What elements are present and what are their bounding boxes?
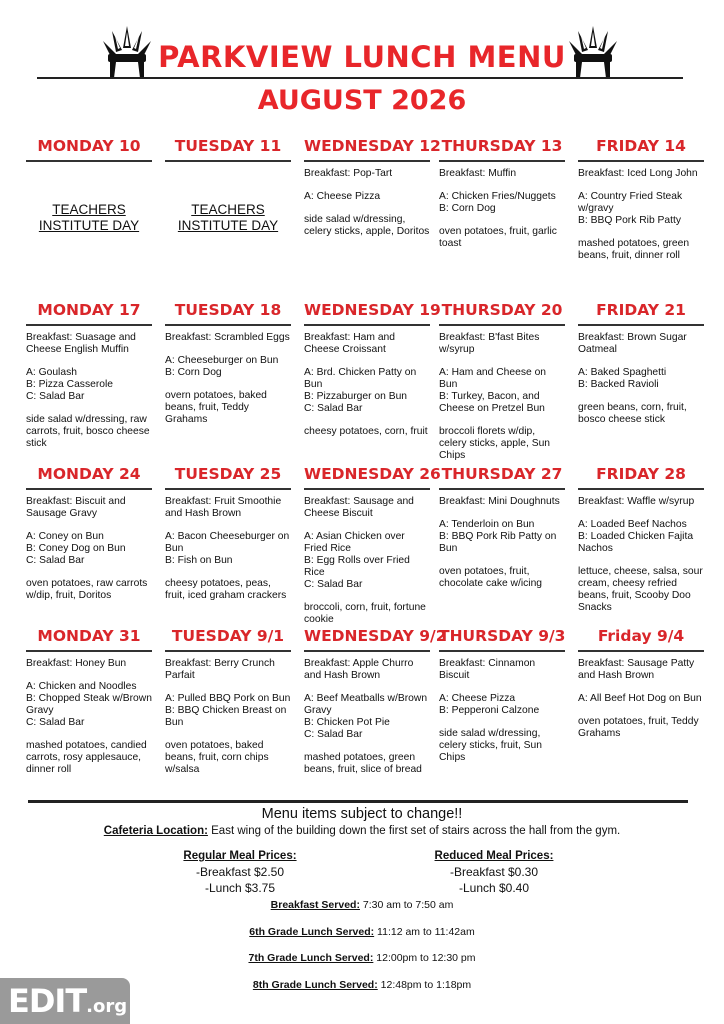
day-cell <box>439 465 565 615</box>
sides: mashed potatoes, green beans, fruit, dinner roll <box>578 238 690 261</box>
breakfast-item: Breakfast: Sausage Patty and Hash Brown <box>578 658 695 681</box>
day-cell <box>165 137 291 287</box>
regular-lunch-price: -Lunch $3.75 <box>204 881 276 895</box>
entree-options: A: Ham and Cheese on Bun B: Turkey, Bacon, and Cheese on Pretzel Bun <box>439 367 547 414</box>
sides: oven potatoes, baked beans, fruit, corn chips w/salsa <box>165 740 269 775</box>
day-heading: MONDAY 24 <box>26 465 152 490</box>
day-menu <box>26 496 152 602</box>
sides: oven potatoes, fruit, chocolate cake w/icing <box>439 566 543 589</box>
day-menu <box>165 332 291 426</box>
day-cell <box>304 465 441 625</box>
day-heading: TUESDAY 9/1 <box>165 627 291 652</box>
day-menu <box>578 658 704 740</box>
day-menu <box>26 332 152 450</box>
serve-label: Breakfast Served: <box>270 899 360 911</box>
day-cell <box>26 627 152 777</box>
footer-divider <box>28 800 688 803</box>
entree-options: A: Asian Chicken over Fried Rice B: Egg Rolls over Fried Rice C: Salad Bar <box>304 531 410 590</box>
day-heading: WEDNESDAY 26 <box>304 465 430 490</box>
day-menu <box>578 332 704 426</box>
sides: overn potatoes, baked beans, fruit, Teddy Grahams <box>165 390 267 425</box>
breakfast-item: Breakfast: Iced Long John <box>578 168 698 179</box>
day-cell <box>578 301 704 451</box>
menu-month: AUGUST 2026 <box>257 85 467 116</box>
day-heading: TUESDAY 25 <box>165 465 291 490</box>
day-cell <box>304 301 441 451</box>
day-heading: THURSDAY 27 <box>439 465 565 490</box>
day-heading: FRIDAY 28 <box>578 465 704 490</box>
day-heading: TUESDAY 11 <box>165 137 291 162</box>
sides: mashed potatoes, green beans, fruit, slice of bread <box>304 752 422 775</box>
entree-options: A: Beef Meatballs w/Brown Gravy B: Chicken Pot Pie C: Salad Bar <box>304 693 428 740</box>
entree-options: A: All Beef Hot Dog on Bun <box>578 693 702 704</box>
location-text: East wing of the building down the first set of stairs across the hall from the gym. <box>207 825 621 837</box>
serve-time <box>0 952 724 964</box>
day-menu <box>165 496 291 602</box>
regular-breakfast-price: -Breakfast $2.50 <box>195 865 285 879</box>
day-heading: WEDNESDAY 9/2 <box>304 627 430 652</box>
entree-options: A: Baked Spaghetti B: Backed Ravioli <box>578 367 667 390</box>
entree-options: A: Country Fried Steak w/gravy B: BBQ Pork Rib Patty <box>578 191 683 226</box>
serve-value: 7:30 am to 7:50 am <box>359 899 454 911</box>
day-cell <box>578 627 704 777</box>
sides: broccoli florets w/dip, celery sticks, apple, Sun Chips <box>439 426 551 461</box>
day-heading: THURSDAY 13 <box>439 137 565 162</box>
day-cell <box>26 465 152 615</box>
menu-title: PARKVIEW LUNCH MENU <box>158 40 566 74</box>
day-heading: FRIDAY 14 <box>578 137 704 162</box>
logo-main: EDIT <box>8 982 87 1020</box>
breakfast-item: Breakfast: Cinnamon Biscuit <box>439 658 536 681</box>
day-cell <box>304 627 447 777</box>
day-menu <box>439 332 565 462</box>
entree-options: A: Loaded Beef Nachos B: Loaded Chicken Fajita Nachos <box>578 519 694 554</box>
breakfast-item: Breakfast: Berry Crunch Parfait <box>165 658 275 681</box>
sides: cheesy potatoes, corn, fruit <box>304 426 428 437</box>
breakfast-item: Breakfast: Muffin <box>439 168 517 179</box>
day-heading: WEDNESDAY 19 <box>304 301 430 326</box>
serve-time <box>0 899 724 911</box>
sides: side salad w/dressing, celery sticks, apple, Doritos <box>304 214 430 237</box>
entree-options: A: Chicken and Noodles B: Chopped Steak w/Brown Gravy C: Salad Bar <box>26 681 152 728</box>
sides: lettuce, cheese, salsa, sour cream, cheesy refried beans, fruit, Scooby Doo Snacks <box>578 566 703 613</box>
change-notice: Menu items subject to change!! <box>261 806 463 822</box>
day-heading: FRIDAY 21 <box>578 301 704 326</box>
day-heading: MONDAY 10 <box>26 137 152 162</box>
sides: mashed potatoes, candied carrots, rosy applesauce, dinner roll <box>26 740 147 775</box>
sides: cheesy potatoes, peas, fruit, iced graham crackers <box>165 578 287 601</box>
sides: oven potatoes, fruit, garlic toast <box>439 226 557 249</box>
day-menu <box>439 496 565 590</box>
serve-value: 11:12 am to 11:42am <box>374 926 475 938</box>
regular-prices-heading: Regular Meal Prices: <box>183 850 297 862</box>
reduced-prices <box>409 848 579 896</box>
reduced-breakfast-price: -Breakfast $0.30 <box>449 865 539 879</box>
day-cell <box>165 301 291 451</box>
serve-value: 12:48pm to 1:18pm <box>377 979 472 991</box>
day-cell <box>26 301 152 451</box>
breakfast-item: Breakfast: Biscuit and Sausage Gravy <box>26 496 126 519</box>
day-cell <box>165 627 291 777</box>
entree-options: A: Cheeseburger on Bun B: Corn Dog <box>165 355 279 378</box>
day-menu <box>439 168 565 250</box>
logo-text <box>8 982 127 1020</box>
breakfast-item: Breakfast: Honey Bun <box>26 658 127 669</box>
day-cell <box>578 137 704 287</box>
sides: side salad w/dressing, raw carrots, fruit, bosco cheese stick <box>26 414 150 449</box>
day-menu <box>578 496 704 614</box>
day-heading: TUESDAY 18 <box>165 301 291 326</box>
entree-options: A: Cheese Pizza <box>304 191 381 202</box>
breakfast-item: Breakfast: Brown Sugar Oatmeal <box>578 332 687 355</box>
special-day-note: TEACHERS INSTITUTE DAY <box>38 202 140 233</box>
serve-label: 6th Grade Lunch Served: <box>249 926 375 938</box>
serve-time <box>0 926 724 938</box>
day-heading: Friday 9/4 <box>578 627 704 652</box>
day-heading: THURSDAY 20 <box>439 301 565 326</box>
entree-options: A: Bacon Cheeseburger on Bun B: Fish on Bun <box>165 531 290 566</box>
breakfast-item: Breakfast: Sausage and Cheese Biscuit <box>304 496 414 519</box>
cafeteria-location <box>0 825 724 837</box>
breakfast-item: Breakfast: Mini Doughnuts <box>439 496 560 507</box>
day-heading: MONDAY 17 <box>26 301 152 326</box>
sides: broccoli, corn, fruit, fortune cookie <box>304 602 426 625</box>
day-cell <box>578 465 704 615</box>
logo-suffix: .org <box>86 996 128 1017</box>
special-day-note: TEACHERS INSTITUTE DAY <box>177 202 279 233</box>
serve-label: 8th Grade Lunch Served: <box>252 979 378 991</box>
breakfast-item: Breakfast: B'fast Bites w/syrup <box>439 332 540 355</box>
day-cell <box>26 137 152 287</box>
sides: oven potatoes, fruit, Teddy Grahams <box>578 716 699 739</box>
day-cell <box>439 301 565 461</box>
day-menu <box>304 168 430 238</box>
breakfast-item: Breakfast: Scrambled Eggs <box>165 332 290 343</box>
entree-options: A: Brd. Chicken Patty on Bun B: Pizzaburger on Bun C: Salad Bar <box>304 367 417 414</box>
sides: side salad w/dressing, celery sticks, fruit, Sun Chips <box>439 728 542 763</box>
entree-options: A: Cheese Pizza B: Pepperoni Calzone <box>439 693 540 716</box>
sides: oven potatoes, raw carrots w/dip, fruit, Doritos <box>26 578 148 601</box>
day-heading: WEDNESDAY 12 <box>304 137 430 162</box>
day-menu <box>304 658 430 776</box>
regular-prices <box>155 848 325 896</box>
entree-options: A: Goulash B: Pizza Casserole C: Salad Bar <box>26 367 113 402</box>
breakfast-item: Breakfast: Apple Churro and Hash Brown <box>304 658 414 681</box>
breakfast-item: Breakfast: Waffle w/syrup <box>578 496 695 507</box>
day-menu <box>304 496 430 626</box>
breakfast-item: Breakfast: Ham and Cheese Croissant <box>304 332 395 355</box>
sides: green beans, corn, fruit, bosco cheese stick <box>578 402 687 425</box>
serve-value: 12:00pm to 12:30 pm <box>373 952 476 964</box>
serve-label: 7th Grade Lunch Served: <box>248 952 374 964</box>
day-menu <box>165 658 291 776</box>
title-divider <box>37 77 683 79</box>
entree-options: A: Chicken Fries/Nuggets B: Corn Dog <box>439 191 556 214</box>
day-cell <box>304 137 441 287</box>
day-menu <box>26 658 152 776</box>
reduced-lunch-price: -Lunch $0.40 <box>458 881 530 895</box>
edit-org-logo <box>0 978 130 1024</box>
day-menu <box>165 202 291 234</box>
day-menu <box>578 168 704 262</box>
day-heading: THURSDAY 9/3 <box>439 627 565 652</box>
breakfast-item: Breakfast: Pop-Tart <box>304 168 393 179</box>
day-heading: MONDAY 31 <box>26 627 152 652</box>
day-cell <box>439 627 565 777</box>
entree-options: A: Pulled BBQ Pork on Bun B: BBQ Chicken Breast on Bun <box>165 693 291 728</box>
reduced-prices-heading: Reduced Meal Prices: <box>434 850 554 862</box>
day-menu <box>304 332 430 438</box>
breakfast-item: Breakfast: Fruit Smoothie and Hash Brown <box>165 496 282 519</box>
breakfast-item: Breakfast: Suasage and Cheese English Muffin <box>26 332 136 355</box>
entree-options: A: Tenderloin on Bun B: BBQ Pork Rib Patty on Bun <box>439 519 557 554</box>
day-cell <box>439 137 565 287</box>
day-menu <box>439 658 565 764</box>
day-cell <box>165 465 291 615</box>
day-menu <box>26 202 152 234</box>
entree-options: A: Coney on Bun B: Coney Dog on Bun C: Salad Bar <box>26 531 126 566</box>
location-label: Cafeteria Location: <box>103 825 208 837</box>
